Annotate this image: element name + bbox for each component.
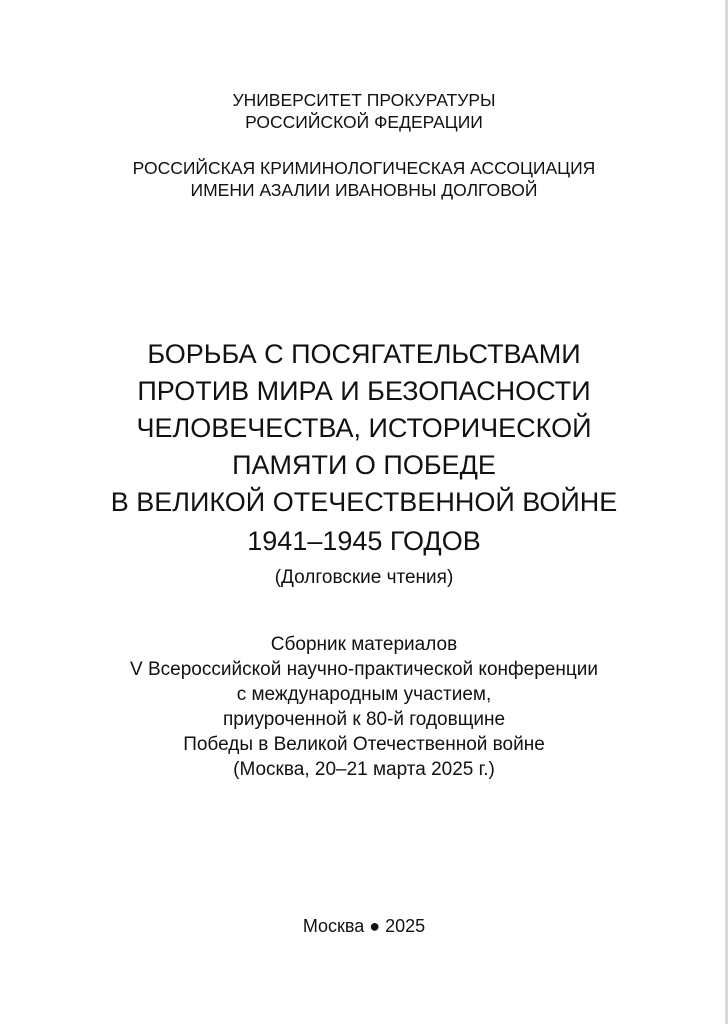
title-line-2: ПРОТИВ МИРА И БЕЗОПАСНОСТИ	[137, 376, 591, 406]
description-line-3: с международным участием,	[236, 684, 492, 705]
title-line-3: ЧЕЛОВЕЧЕСТВА, ИСТОРИЧЕСКОЙ	[136, 413, 592, 443]
university-name-line-1: УНИВЕРСИТЕТ ПРОКУРАТУРЫ	[232, 90, 496, 110]
description-line-1: Сборник материалов	[270, 634, 458, 655]
description-line-6: (Москва, 20–21 марта 2025 г.)	[233, 759, 495, 780]
association-name-line-1: РОССИЙСКАЯ КРИМИНОЛОГИЧЕСКАЯ АССОЦИАЦИЯ	[132, 158, 596, 178]
title-line-5: В ВЕЛИКОЙ ОТЕЧЕСТВЕННОЙ ВОЙНЕ	[110, 487, 618, 517]
title-line-4: ПАМЯТИ О ПОБЕДЕ	[232, 450, 496, 480]
association-name-line-2: ИМЕНИ АЗАЛИИ ИВАНОВНЫ ДОЛГОВОЙ	[190, 180, 538, 200]
footer-city-year: Москва ● 2025	[302, 916, 426, 936]
title-line-6: 1941–1945 ГОДОВ	[247, 526, 481, 556]
title-subtitle: (Долговские чтения)	[274, 567, 454, 588]
title-line-1: БОРЬБА С ПОСЯГАТЕЛЬСТВАМИ	[147, 339, 581, 369]
university-name-line-2: РОССИЙСКОЙ ФЕДЕРАЦИИ	[245, 112, 483, 132]
description-line-2: V Всероссийской научно-практической конференции	[130, 659, 598, 680]
description-line-5: Победы в Великой Отечественной войне	[183, 734, 545, 755]
description-line-4: приуроченной к 80-й годовщине	[222, 709, 506, 730]
